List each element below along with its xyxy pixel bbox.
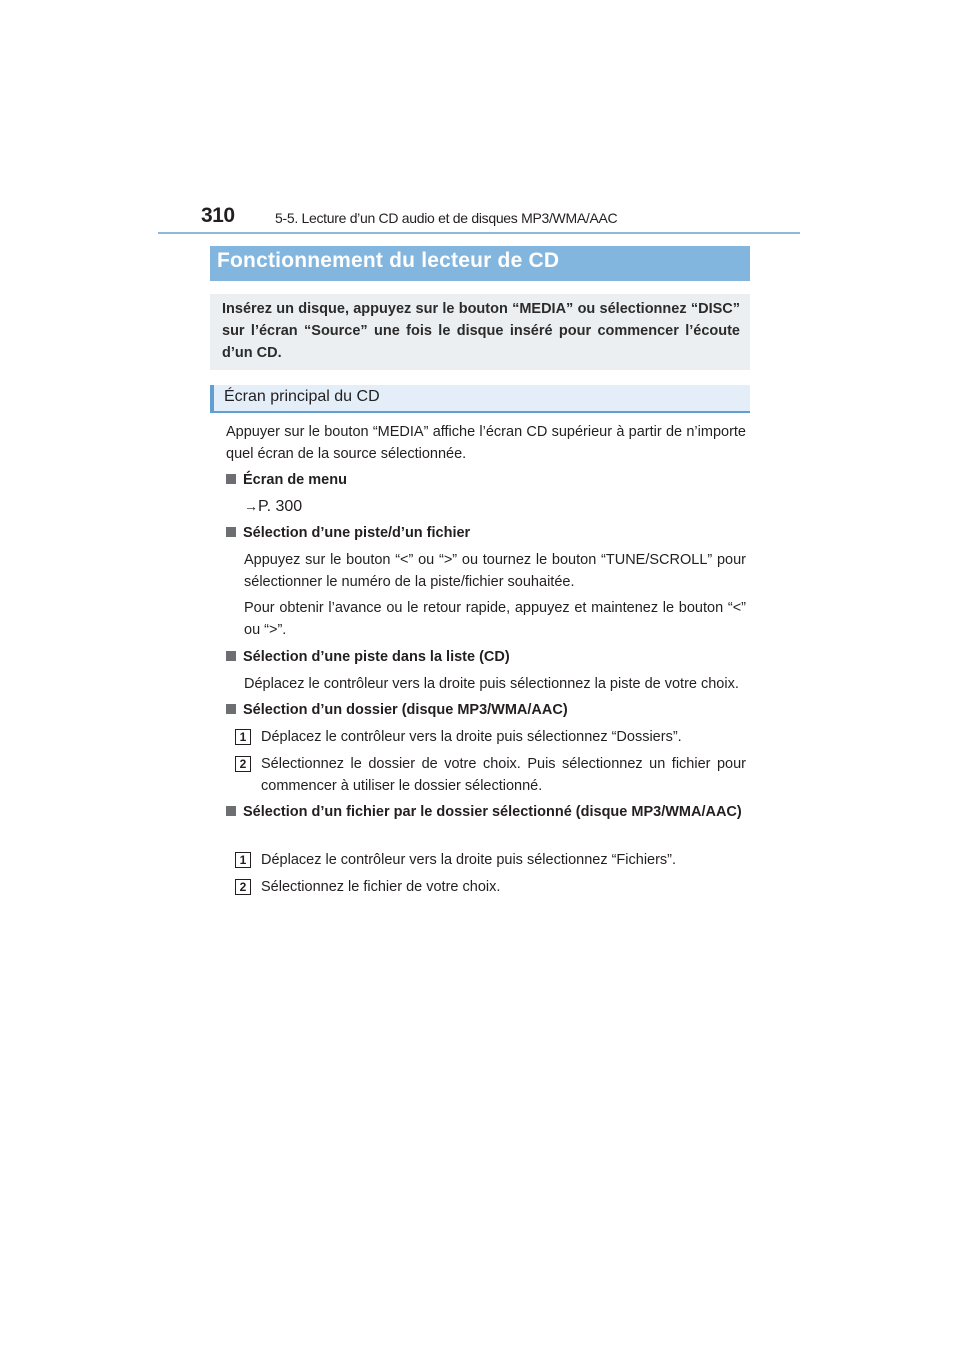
- square-bullet-icon: [226, 474, 236, 484]
- square-bullet-icon: [226, 704, 236, 714]
- page-header: [158, 204, 800, 232]
- page-number: 310: [201, 204, 235, 227]
- step-text: Déplacez le contrôleur vers la droite puis sélectionnez “Dossiers”.: [261, 729, 682, 745]
- square-bullet-icon: [226, 527, 236, 537]
- subsection-paragraph: Appuyer sur le bouton “MEDIA” affiche l’écran CD supérieur à partir de n’importe quel écran de la source sélectionnée.: [226, 424, 746, 462]
- item-paragraph: Déplacez le contrôleur vers la droite puis sélectionnez la piste de votre choix.: [244, 676, 739, 692]
- page-reference[interactable]: →P. 300: [244, 498, 303, 515]
- item-heading-list: Sélection d’une piste dans la liste (CD): [226, 646, 510, 668]
- square-bullet-icon: [226, 806, 236, 816]
- arrow-right-icon: →: [244, 498, 258, 514]
- step-number-badge: 2: [235, 756, 251, 772]
- item-paragraph: Pour obtenir l’avance ou le retour rapide, appuyez et maintenez le bouton “<” ou “>”.: [244, 600, 746, 638]
- square-bullet-icon: [226, 651, 236, 661]
- section-title: Fonctionnement du lecteur de CD: [210, 246, 750, 281]
- item-heading-file-by-folder: Sélection d’un fichier par le dossier sélectionné (disque MP3/WMA/AAC): [226, 801, 746, 823]
- item-heading-track: Sélection d’une piste/d’un fichier: [226, 522, 470, 544]
- intro-box: Insérez un disque, appuyez sur le bouton “MEDIA” ou sélectionnez “DISC” sur l’écran “Source” une fois le disque inséré pour commencer l’écoute d’un CD.: [210, 294, 750, 370]
- step-number-badge: 1: [235, 852, 251, 868]
- item-paragraph: Appuyez sur le bouton “<” ou “>” ou tournez le bouton “TUNE/SCROLL” pour sélectionner le numéro de la piste/fichier souhaitée.: [244, 552, 746, 590]
- header-rule: [158, 232, 800, 234]
- item-heading-menu: Écran de menu: [226, 469, 347, 491]
- step-number-badge: 2: [235, 879, 251, 895]
- item-heading-folder: Sélection d’un dossier (disque MP3/WMA/AAC): [226, 699, 568, 721]
- step-text: Sélectionnez le dossier de votre choix. Puis sélectionnez un fichier pour commencer à utiliser le dossier sélectionné.: [261, 756, 746, 794]
- chapter-title: 5-5. Lecture d’un CD audio et de disques MP3/WMA/AAC: [275, 210, 618, 226]
- step-text: Sélectionnez le fichier de votre choix.: [261, 879, 501, 895]
- step-text: Déplacez le contrôleur vers la droite puis sélectionnez “Fichiers”.: [261, 852, 677, 868]
- subsection-title: Écran principal du CD: [210, 385, 750, 413]
- step-number-badge: 1: [235, 729, 251, 745]
